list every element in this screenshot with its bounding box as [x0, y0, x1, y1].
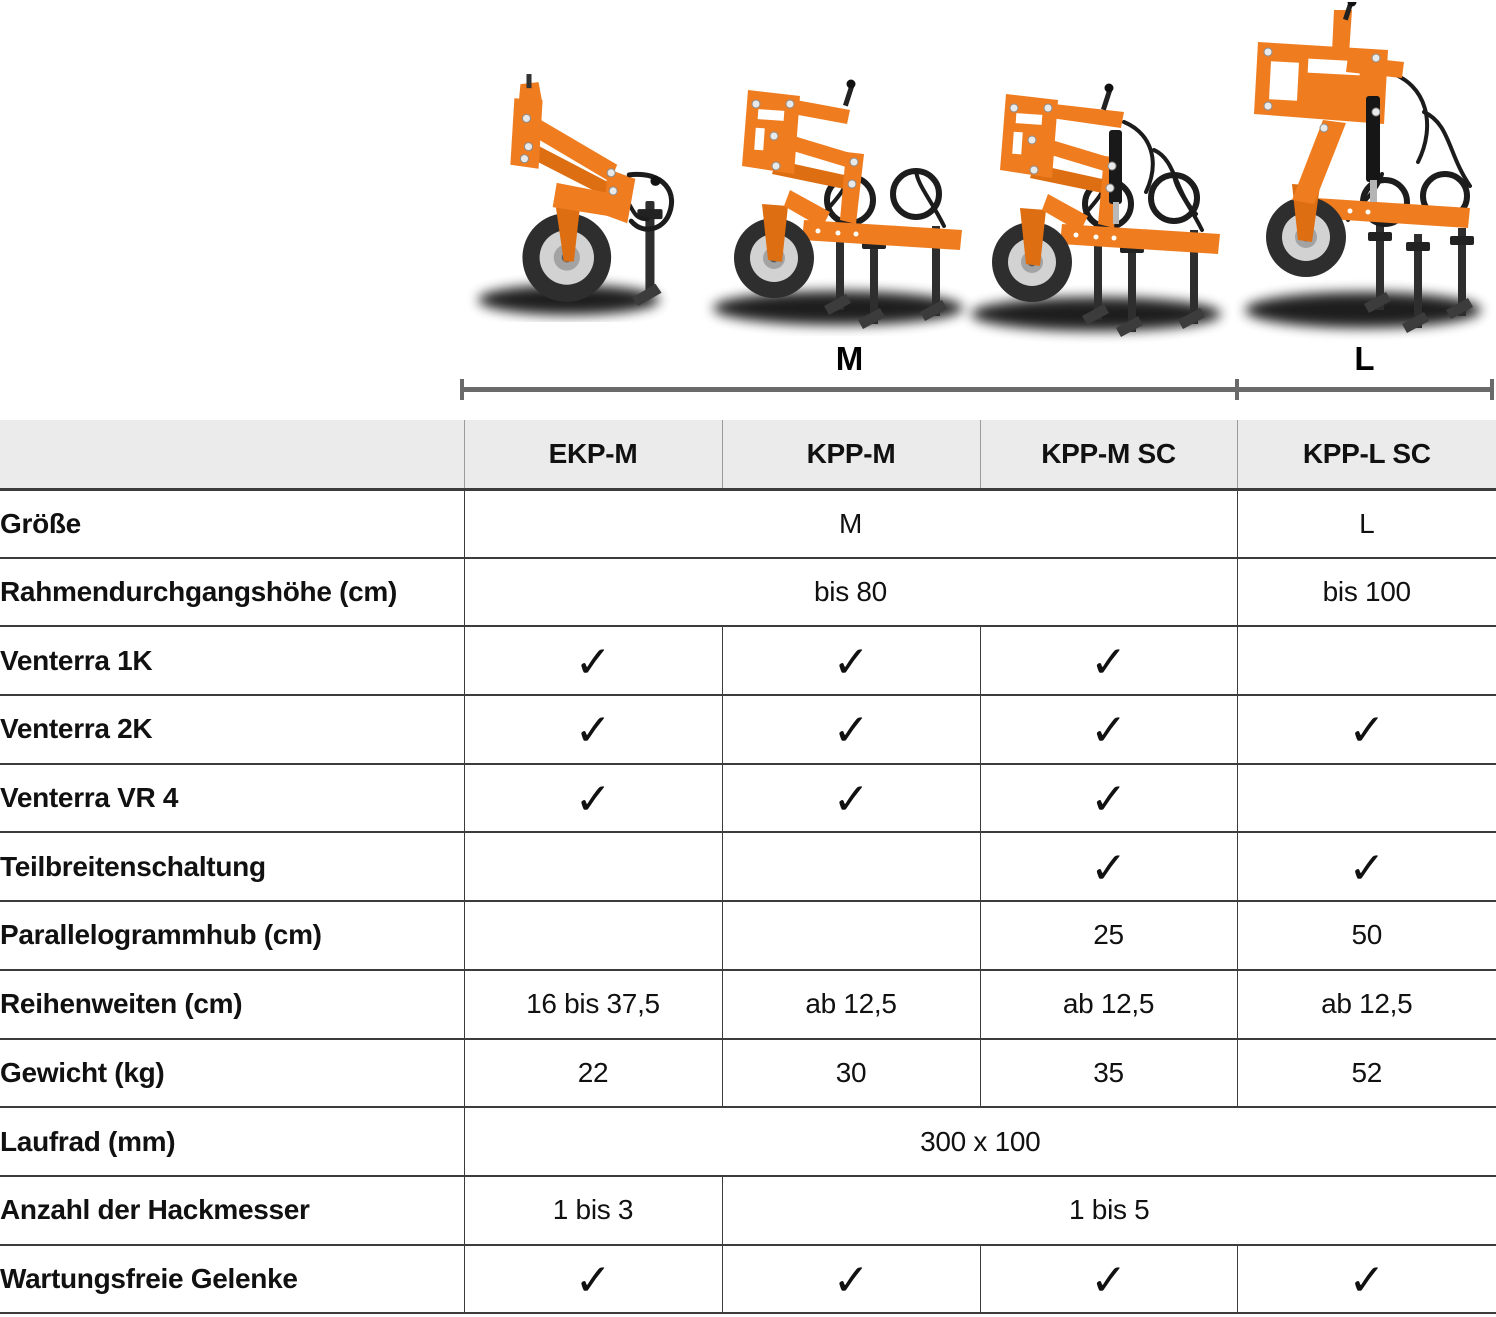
- table-cell-check: [980, 626, 1237, 695]
- table-cell: 35: [980, 1039, 1237, 1108]
- table-cell-check: [722, 764, 980, 833]
- bracket-tick: [1490, 379, 1494, 400]
- row-label: Rahmendurchgangshöhe (cm): [0, 558, 464, 627]
- row-label: Venterra 2K: [0, 695, 464, 764]
- product-image-kpp-m-sc: [956, 58, 1250, 344]
- check-icon: ✓: [1090, 705, 1127, 757]
- table-cell: 1 bis 3: [464, 1176, 722, 1245]
- row-label: Reihenweiten (cm): [0, 970, 464, 1039]
- cultivator-illustration: [466, 70, 720, 322]
- table-cell: bis 80: [464, 558, 1237, 627]
- check-icon: ✓: [1348, 842, 1386, 894]
- check-icon: ✓: [1090, 1254, 1127, 1306]
- check-icon: ✓: [574, 705, 612, 757]
- column-header-kpp-m-sc: KPP-M SC: [980, 420, 1237, 489]
- row-label: Größe: [0, 489, 464, 558]
- table-cell-check: [722, 1245, 980, 1314]
- corner-cell: [0, 420, 464, 489]
- table-header-row: [0, 420, 1496, 489]
- table-cell: ab 12,5: [1237, 970, 1496, 1039]
- table-row: [0, 626, 1496, 695]
- row-label: Teilbreitenschaltung: [0, 832, 464, 901]
- check-icon: ✓: [1348, 1254, 1386, 1306]
- table-row: [0, 1176, 1496, 1245]
- product-image-kpp-m: [698, 74, 990, 336]
- column-header-kpp-l-sc: KPP-L SC: [1237, 420, 1496, 489]
- table-row: [0, 901, 1496, 970]
- spec-table-body: [0, 489, 1496, 1313]
- row-label: Wartungsfreie Gelenke: [0, 1245, 464, 1314]
- cultivator-illustration: [956, 58, 1250, 344]
- table-cell-check: [980, 832, 1237, 901]
- table-cell: bis 100: [1237, 558, 1496, 627]
- check-icon: ✓: [1090, 842, 1127, 894]
- table-cell: [464, 832, 722, 901]
- table-cell-check: [464, 764, 722, 833]
- table-cell: 30: [722, 1039, 980, 1108]
- bracket-line-l: [1237, 387, 1490, 392]
- check-icon: ✓: [832, 1254, 870, 1306]
- table-cell: [1237, 764, 1496, 833]
- table-cell: 300 x 100: [464, 1107, 1496, 1176]
- cultivator-illustration: [698, 74, 990, 336]
- table-row: [0, 695, 1496, 764]
- cultivator-illustration: [1228, 2, 1496, 344]
- table-cell: ab 12,5: [722, 970, 980, 1039]
- table-cell: ab 12,5: [980, 970, 1237, 1039]
- spec-table: [0, 420, 1496, 1314]
- column-header-kpp-m: KPP-M: [722, 420, 980, 489]
- table-cell: L: [1237, 489, 1496, 558]
- row-label: Anzahl der Hackmesser: [0, 1176, 464, 1245]
- check-icon: ✓: [574, 1254, 612, 1306]
- table-cell-check: [464, 695, 722, 764]
- table-row: [0, 764, 1496, 833]
- table-cell: [1237, 626, 1496, 695]
- table-cell: 52: [1237, 1039, 1496, 1108]
- table-row: [0, 1039, 1496, 1108]
- table-cell: M: [464, 489, 1237, 558]
- table-cell: [722, 832, 980, 901]
- row-label: Parallelogrammhub (cm): [0, 901, 464, 970]
- table-cell-check: [464, 1245, 722, 1314]
- table-cell: 50: [1237, 901, 1496, 970]
- table-cell: 16 bis 37,5: [464, 970, 722, 1039]
- table-row: [0, 832, 1496, 901]
- table-cell-check: [980, 695, 1237, 764]
- row-label: Laufrad (mm): [0, 1107, 464, 1176]
- table-row: [0, 558, 1496, 627]
- column-header-ekp-m: EKP-M: [464, 420, 722, 489]
- product-image-ekp-m: [466, 70, 720, 322]
- row-label: Venterra VR 4: [0, 764, 464, 833]
- size-label-m: M: [835, 340, 864, 377]
- table-cell-check: [722, 695, 980, 764]
- check-icon: ✓: [574, 636, 612, 688]
- table-cell: 25: [980, 901, 1237, 970]
- table-cell-check: [980, 1245, 1237, 1314]
- row-label: Gewicht (kg): [0, 1039, 464, 1108]
- check-icon: ✓: [1090, 774, 1127, 826]
- table-cell-check: [464, 626, 722, 695]
- check-icon: ✓: [1090, 636, 1127, 688]
- check-icon: ✓: [1348, 705, 1386, 757]
- table-cell-check: [1237, 695, 1496, 764]
- size-bracket: [0, 330, 1496, 420]
- table-cell: 1 bis 5: [722, 1176, 1496, 1245]
- product-image-kpp-l-sc: [1228, 2, 1496, 344]
- check-icon: ✓: [574, 774, 612, 826]
- table-row: [0, 970, 1496, 1039]
- size-label-l: L: [1354, 340, 1375, 377]
- table-cell-check: [1237, 832, 1496, 901]
- check-icon: ✓: [832, 705, 870, 757]
- table-row: [0, 1107, 1496, 1176]
- table-row: [0, 1245, 1496, 1314]
- table-cell: [464, 901, 722, 970]
- table-cell-check: [1237, 1245, 1496, 1314]
- table-cell: [722, 901, 980, 970]
- row-label: Venterra 1K: [0, 626, 464, 695]
- check-icon: ✓: [832, 774, 870, 826]
- table-row: [0, 489, 1496, 558]
- check-icon: ✓: [832, 636, 870, 688]
- bracket-tick: [1235, 379, 1239, 400]
- bracket-line-m: [462, 387, 1237, 392]
- table-cell: 22: [464, 1039, 722, 1108]
- bracket-tick: [460, 379, 464, 400]
- table-cell-check: [980, 764, 1237, 833]
- table-cell-check: [722, 626, 980, 695]
